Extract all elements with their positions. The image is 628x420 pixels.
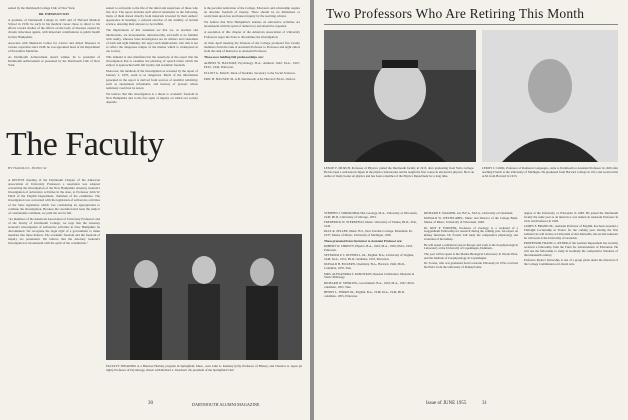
- section-heading: DR. EMERSON DAY: [38, 12, 70, 17]
- col3-para: Those now holding full professorships are:: [204, 54, 264, 59]
- list-item: The year will be spent at the Marine Biological Laboratory in Woods Hole, and the Institute of Zoophysiology in Copenhagen.: [424, 251, 518, 260]
- col3-para: ELLIOT G. MACE, Dean of Students, Secretary to the Social Sciences.: [204, 71, 296, 76]
- col3-para: ERIC H. HAUSER '26, A.B. Dartmouth; A.M. Harvard; B.Litt. Oxford.: [204, 77, 296, 82]
- issue-date: Issue of JUNE 1955: [426, 401, 467, 406]
- col3-para: At their April meeting the Trustees of the College promoted five faculty members from the rank of Assistant Professor to Professor and eight others from the rank of Instructor to Assistant Professor.: [204, 40, 300, 53]
- list-item: degree at the University of Wisconsin in 1948. He joined the Dartmouth faculty the same year as an instructor, was named an Assistant Professor in 1941 and Professor in 1948.: [524, 212, 618, 223]
- col1-top-para: Associate with Memorial Center for Cancer and Allied Diseases in various capacities since 1948, he was appointed head of the Department of Preventive Medicine.: [8, 40, 100, 53]
- list-item: RICHARD W. STERLING, Government. B.A., 1943; M.A., 1947; Ph.D. candidate, 1955, Yale.: [324, 280, 415, 289]
- list-item: JAMES F. BRAND JR., Assistant Professor of English, has been awarded a Fulbright Lectureship in France for the coming year. During the first semester he will lecture at Université of Aix-Marseille, the second semester he will teach at the University of Grenoble.: [524, 224, 618, 240]
- article-title: Two Professors Who Are Retiring This Month: [326, 6, 585, 21]
- promotion-list-3: [524, 212, 618, 398]
- title-rule: [324, 24, 618, 25]
- col1-top-para: sented by the Dartmouth College Club of New York.: [8, 6, 76, 10]
- list-item: STEPHEN J. SOROKOBALSKI, Geology. M.A., University of Wisconsin, 1940; Ph.D., University of Chicago, 1953.: [324, 212, 418, 219]
- portrait-icon: [482, 30, 618, 162]
- col3-para: is the peculiar dedication of the College. Educators and scholarship require an absolute freedom of inquiry. There should be no limitations or restrictions upon free and honest inquiry by the teaching scholar.: [204, 6, 300, 19]
- col1-top-para: As Dartmouth Achievement Award winner, he is president of Dartmouth Achievement as presented by the Dartmouth Club of New York.: [8, 54, 100, 68]
- murch-photo: [324, 30, 476, 162]
- col1-body-para: A RECENT meeting of the Dartmouth Chapter of the American Association of University Professors a resolution was adopted concerning the investigation of the New Hampshire Attorney General's investigation of subversive activities in the state, to Professor John W. Finch of the English Department, chairman of the committee. The investigation was concerned with the legislation of subversive activities of the State legislature which was considering an appropriation to continue the investigation. Because the resolution had been the subject of considerable comment, we print the text in full.: [8, 178, 100, 215]
- list-item: He will spend a sabbatical year in Europe and work at the Zoophysiological Laboratory at the University of Copenhagen, Denmark.: [424, 242, 518, 251]
- col1-body-para: "As members of the American Association of University Professors and of the faculty of Dartmouth College, we urge that the Attorney General's investigation of subversive activities in New Hampshire be discontinued. We recognize the legal right of a government to make inquiries into these matters. The academic freedom and the freedom of inquiry are paramount. We believe that the Attorney General's investigation is inconsistent with the spirit of the constitution.": [8, 216, 100, 246]
- col2-para: Moreover, the methods of the investigation as revealed by the report of January 5, 1955, seem to us dangerous. Much of the information presented in the report is derived from sources of doubtful reliability, such as anonymous informants, and hearsay of persons whose testimony could not be tested.: [106, 69, 198, 90]
- col1-top-para: A graduate of Dartmouth College in 1935 and of Harvard Medical School in 1939, he early in his medical career chose to direct to his efforts toward studies of the effects on the body of diseases caused by chronic infectious agents, with important contributions to public health in New Hampshire.: [8, 18, 100, 39]
- col3-para: We believe that New Hampshire's statutes on subversive activities are inconsistent with the spirit of democracy and should be repealed.: [204, 20, 300, 29]
- list-item: MRS. ALEXANDRA T. KOROTKOV, Russian Civilization. Diploma in Slavic Philology.: [324, 271, 415, 280]
- list-item: PROFESSOR FRANK G. RYDER of the German Department has recently received a fellowship from the Fund for Advancement of Education. He will use the fellowship to study in Germany the comparative literature of the nineteenth century.: [524, 241, 618, 257]
- page-number: 31: [482, 401, 487, 406]
- left-page: [0, 0, 310, 420]
- list-item: FREDERICK W. STERNFELD, Music. University of Vienna; Ph.D., Yale, 1943.: [324, 220, 417, 229]
- list-item: Those promoted from Instructor to Assistant Professor are:: [324, 238, 403, 243]
- list-item: Professor Ryder's fellowship is one of a group given under the direction of the College Commission on Liberal Arts.: [524, 258, 618, 267]
- list-item: DONALD W. WESTELABEL, Music and Director of the College Band. Master of Music, University of Wisconsin, 1948.: [424, 216, 518, 225]
- list-item: Dr. Forster, who was graduated from Colorado University in 1932, received his Ph.D. from the University of Pennsylvania.: [424, 260, 518, 269]
- promotion-list-1: [324, 212, 418, 398]
- col2-para: sented to an hostile to the life of the mind and suspicious of those who live in it. The report includes such ethical statements as the following, many of them drawn directly from materials revealed by their authors' appearance in hearings, a reduced exercise of the stability of normal science, ensuring their answers to be truthful.: [106, 6, 198, 27]
- magazine-name: DARTMOUTH ALUMNI MAGAZINE: [192, 402, 260, 407]
- list-item: HENRY L. TERRIE JR., English. B.A., 1948; M.A., 1949; Ph.D. candidate, 1955, Princeton.: [324, 289, 405, 298]
- col1-top: [8, 6, 100, 69]
- list-item: Dr. ROY P. FORSTER, Professor of Zoology, is a recipient of a Guggenheim Fellowship for research during the coming year. An expert on kidney functions, Dr. Forster will study the comparative physiology and evolution of the kidney.: [424, 225, 518, 242]
- cook-photo: [482, 30, 618, 162]
- col3-para: ALBERT H. HASTORF, Psychology. B.A., Amherst 1942; M.A., 1947; Ph.D., 1949, Princeton.: [204, 61, 300, 70]
- col2-para: The implications of this statement are that we, as teachers and intellectuals, are irresponsible, untrustworthy, and unfit to be familiar with reality, whereas State investigators are its arbiters and custodians of truth and right thinking. We reject such implications. Our aim is not to reflect the dangerous temper of the market which is widespread in our society.: [106, 28, 198, 53]
- col2: [106, 6, 198, 226]
- page-number: 30: [148, 401, 153, 406]
- faculty-photo: [106, 234, 302, 360]
- list-item: SEYMOUR P. T. DUNNELL, JR., English. B.A., University of Virginia, 1948; M.A., 1951; Ph.D. candidate, 1955, Princeton.: [324, 253, 415, 262]
- col2-para: We believe that this investigation is a threat to academic freedom in New Hampshire and to the free spirit of inquiry on which our society depends.: [106, 91, 198, 104]
- col2-para: This demand is also manifested in the assertions of the report that the investigation had to examine the phrasing of speech under which the subject is approached with full loyalty and academic freedom.: [106, 55, 198, 68]
- col3: [204, 6, 300, 226]
- murch-caption: LESLIE F. MURCH, Professor of Physics, joined the Dartmouth faculty in 1915, after graduating from Yarlo College. He has been a well-known figure in the physics laboratories and he taught the first course in electronics physics. He is an author of many books on physics and has been a member of the Physics Department for a long time.: [324, 166, 474, 178]
- cook-caption: LEROY I. COOK, Professor of Romance Languages, came to Dartmouth at Assistant Professor in 1920 after teaching French at the University of Michigan. He graduated from Harvard College in 1911 and received his A.M. from Harvard in 1913.: [482, 166, 618, 178]
- photo-figures-icon: [106, 234, 302, 360]
- byline: BY HAROLD L. BOND '42: [8, 166, 47, 170]
- list-item: ROBERT W. CHRISTY, Physics. B.A., 1943; M.A., 1950; Ph.D., 1953, Princeton.: [324, 243, 413, 252]
- list-item: RICHARD E. WAGNER, Art. B.F.A., M.F.A., University of Cincinnati.: [424, 212, 514, 215]
- promotion-list-2: [424, 212, 518, 398]
- page-title: The Faculty: [6, 126, 164, 163]
- right-page: [314, 0, 628, 420]
- list-item: DONALD H. ED KERN, Chemistry. B.A., Harvard, 1946; Ph.D., Columbia, 1955, Yale.: [324, 262, 406, 271]
- col3-para: A resolution of this chapter of the American Association of University Professors urges the State to discontinue the investigation.: [204, 30, 300, 39]
- col1-body: [8, 178, 100, 248]
- list-item: PAUL R. ZELLER, Music. B.S., New Teachers College, Mansfield, Pa. 1937; Master of Music, University of Michigan, 1939.: [324, 229, 413, 238]
- portrait-icon: [324, 30, 476, 162]
- photo-caption: FACULTY SPEAKERS at a Hanover Holiday program in Springfield, Mass., were John G. Kemeny (left), Professor of History, and Clarence A. Ayres (at right), Professor of Psychology, shown with Richard L. Dearborn '26, president of the Springfield Club.: [106, 364, 302, 372]
